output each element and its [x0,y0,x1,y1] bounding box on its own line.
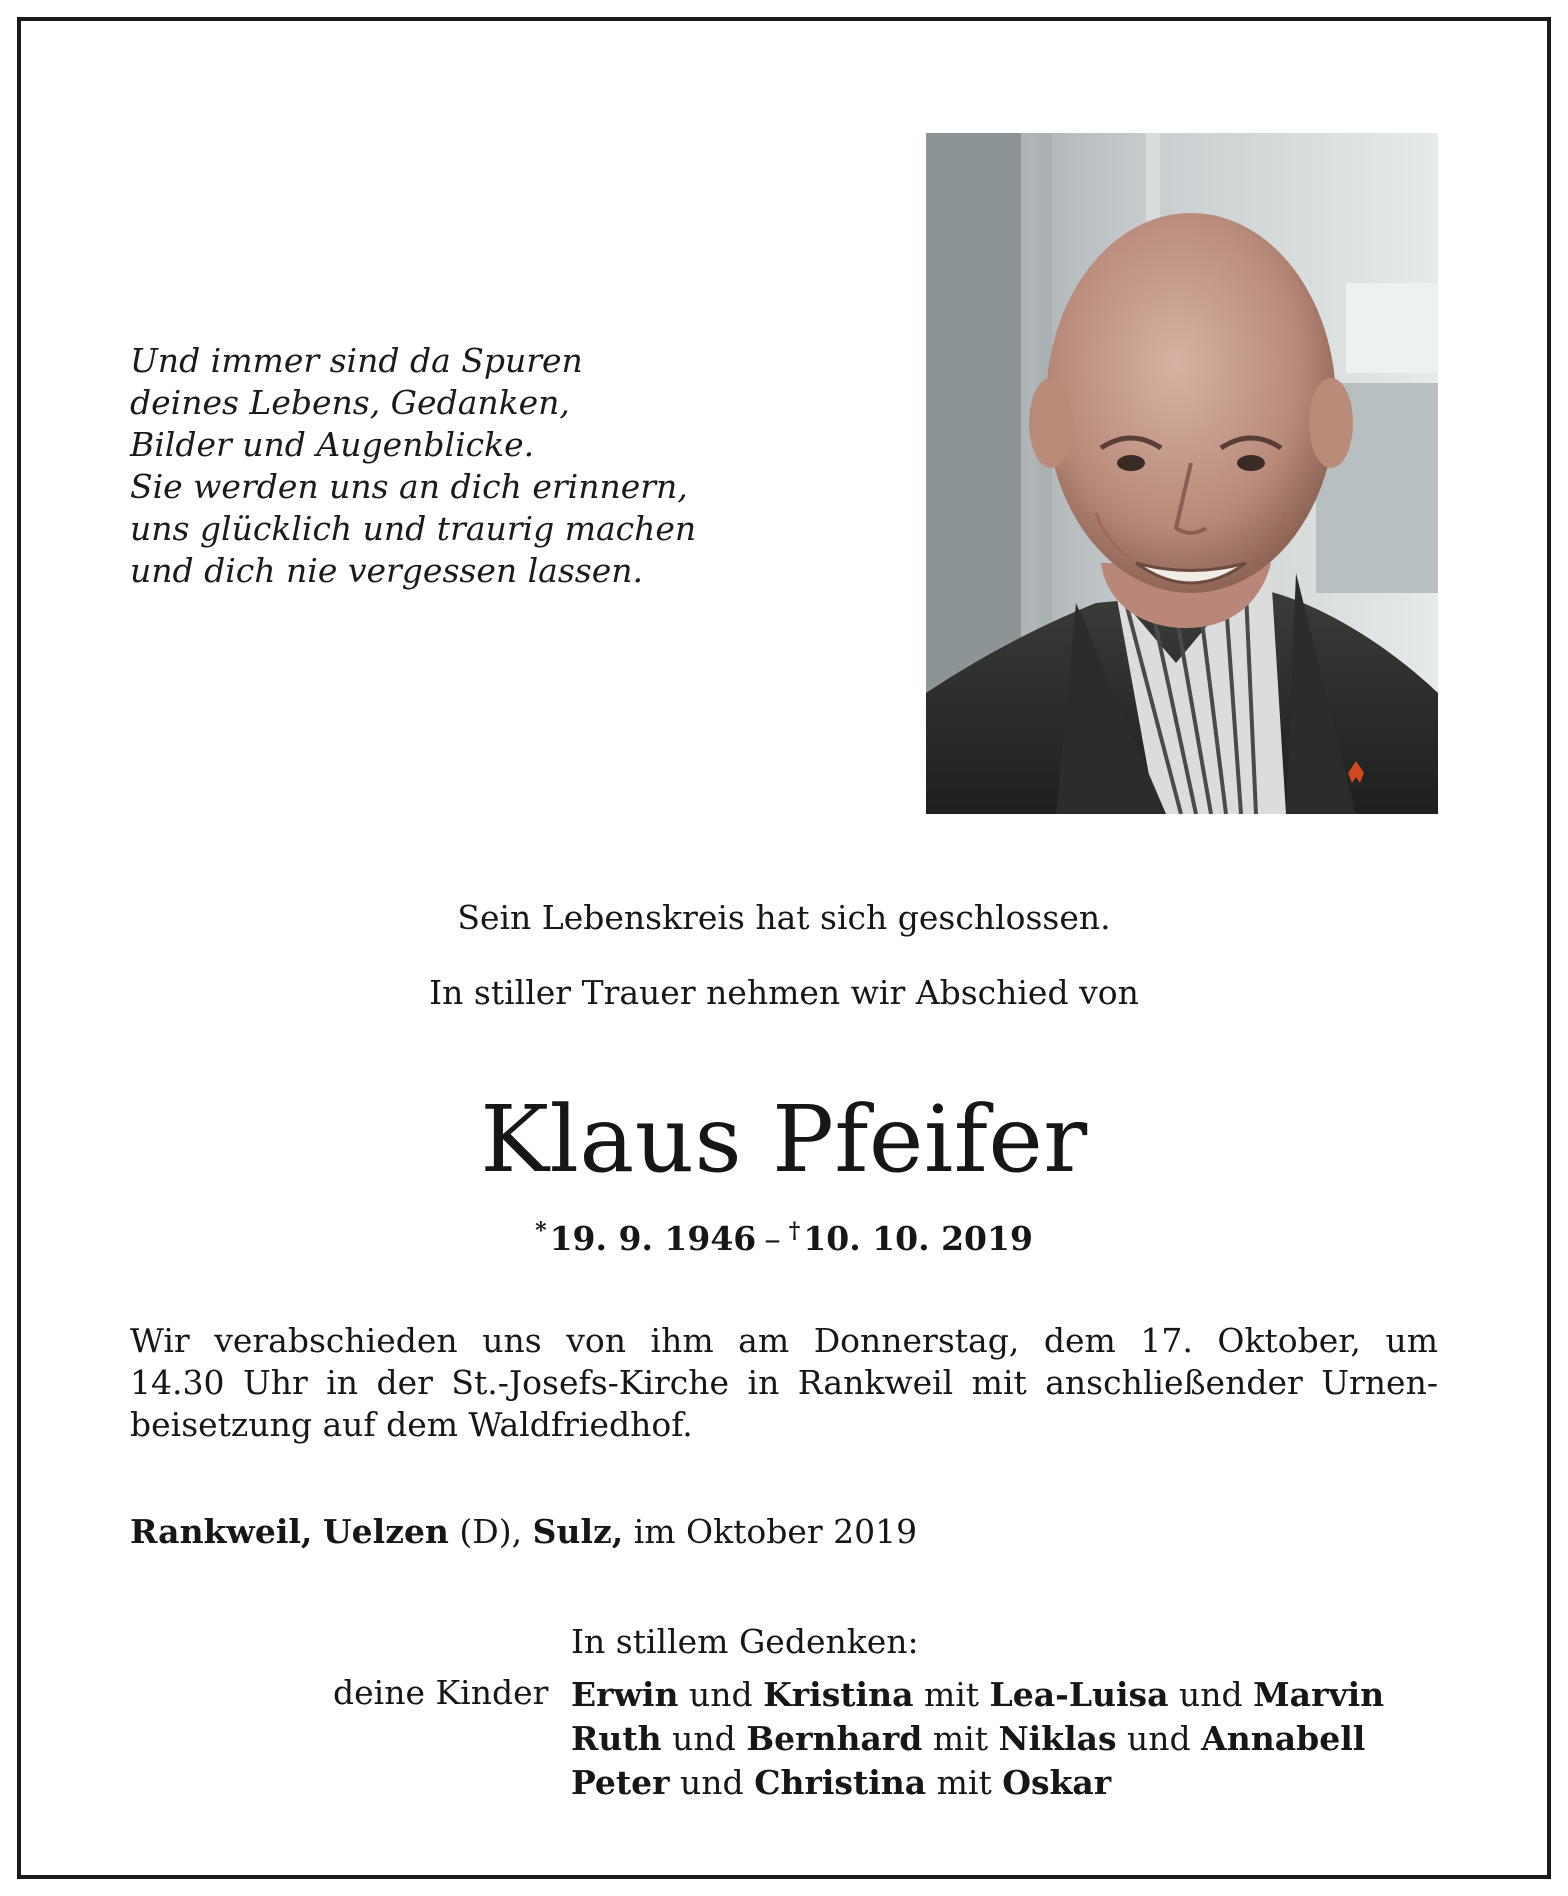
mourners-row [571,1761,1384,1805]
mourner-name: Peter [571,1763,670,1802]
poem-line: Und immer sind da Spuren [130,341,583,380]
poem-line: deines Lebens, Gedanken, [130,383,570,422]
mourner-name: Christina [754,1763,927,1802]
date-separator: – [764,1219,781,1258]
deceased-name: Klaus Pfeifer [480,1086,1088,1193]
intro-line-1: Sein Lebenskreis hat sich geschlossen. [457,898,1111,937]
mourner-name: Niklas [998,1719,1117,1758]
mourner-connector: und [1168,1675,1254,1714]
mourners-row [571,1717,1384,1761]
announcement-line: 14.30 Uhr in der St.-Josefs-Kirche in Rankweil mit anschließender Urnen- [130,1363,1438,1402]
mourner-name: Erwin [571,1675,679,1714]
memorial-heading: In stillem Gedenken: [571,1622,919,1661]
birth-date: 19. 9. 1946 [549,1219,757,1258]
mourner-connector: mit [922,1719,999,1758]
memorial-poem [130,340,696,592]
mourner-connector: mit [926,1763,1003,1802]
poem-line: Bilder und Augenblicke. [130,425,535,464]
place-rankweil: Rankweil, [130,1512,313,1551]
mourner-connector: und [678,1675,764,1714]
poem-line: uns glücklich und traurig machen [130,509,697,548]
mourner-connector: und [661,1719,747,1758]
places-and-date [130,1512,917,1551]
life-dates [0,1218,1568,1258]
place-sulz: Sulz, [532,1512,624,1551]
death-date: 10. 10. 2019 [803,1219,1033,1258]
announcement-line: beisetzung auf dem Waldfriedhof. [130,1405,693,1444]
mourner-name: Bernhard [746,1719,923,1758]
mourner-connector: mit [913,1675,990,1714]
mourner-name: Oskar [1002,1763,1112,1802]
intro-line-2: In stiller Trauer nehmen wir Abschied von [429,973,1139,1012]
portrait-photo-icon [926,133,1438,814]
mourner-name: Kristina [763,1675,914,1714]
birth-symbol: * [535,1218,547,1244]
poem-line: und dich nie vergessen lassen. [130,551,643,590]
mourners-list [571,1673,1384,1805]
death-symbol: † [788,1218,801,1244]
portrait-photo [926,133,1438,814]
mourner-connector: und [669,1763,755,1802]
mourner-name: Marvin [1253,1675,1385,1714]
kids-label: deine Kinder [333,1673,549,1712]
mourner-name: Ruth [571,1719,662,1758]
announcement-date: im Oktober 2019 [623,1512,918,1551]
place-country: (D), [448,1512,533,1551]
poem-line: Sie werden uns an dich erinnern, [130,467,688,506]
announcement-line: Wir verabschieden uns von ihm am Donnerstag, dem 17. Oktober, um [130,1321,1438,1360]
mourner-name: Annabell [1201,1719,1366,1758]
mourner-connector: und [1116,1719,1202,1758]
mourner-name: Lea-Luisa [989,1675,1169,1714]
mourners-row [571,1673,1384,1717]
funeral-announcement [130,1320,1438,1446]
place-uelzen: Uelzen [322,1512,449,1551]
